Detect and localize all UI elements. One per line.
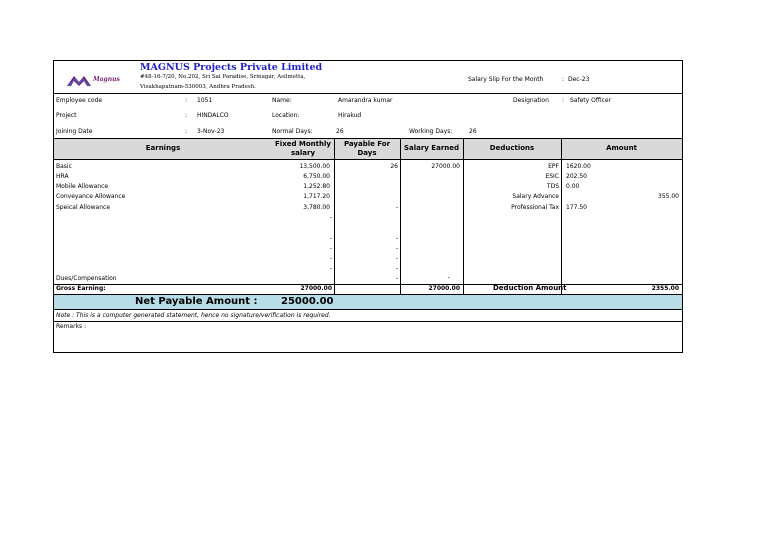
- normal-days-value: 26: [336, 128, 344, 135]
- earning-label: Basic: [56, 163, 72, 170]
- location-value: Hirakud: [338, 112, 362, 119]
- deduction-amount: 177.50: [566, 204, 587, 211]
- earning-fixed: 1,252.80: [303, 183, 330, 190]
- employee-code-label: Employee code: [56, 97, 103, 104]
- earning-label: Mobile Allowance: [56, 183, 109, 190]
- gross-fixed-total: 27000.00: [300, 285, 332, 292]
- earning-fixed: 1,717.20: [303, 193, 330, 200]
- deduction-amount: 1620.00: [566, 163, 591, 170]
- fixed-salary-header: [272, 138, 334, 159]
- table-header-bottom-line: [54, 159, 682, 160]
- earning-fixed: 3,780.00: [303, 204, 330, 211]
- empty-dash: -: [395, 275, 398, 282]
- employee-code-value: 1051: [197, 97, 213, 104]
- salary-slip-colon: :: [562, 76, 565, 83]
- net-payable-label: Net Payable Amount :: [135, 296, 258, 307]
- empty-dash: -: [395, 265, 398, 272]
- empty-dash: -: [447, 274, 450, 281]
- note-text: Note : This is a computer generated statement, hence no signature/verification is required.: [56, 312, 331, 319]
- company-address-line2: Visakhapatnam-530003, Andhra Pradesh.: [140, 84, 257, 90]
- location-label: Location:: [272, 112, 300, 119]
- earning-earned: 27000.00: [431, 163, 460, 170]
- salary-slip-label: Salary Slip For the Month: [468, 76, 544, 83]
- empty-dash: -: [329, 255, 332, 262]
- gross-earned-total: 27000.00: [428, 285, 460, 292]
- salary-earned-header: [400, 138, 463, 159]
- earning-days: -: [395, 204, 398, 211]
- joining-date-value: 3-Nov-23: [197, 128, 225, 135]
- empty-dash: -: [329, 245, 332, 252]
- company-address-line1: #48-16-7/20, No.202, Sri Sai Paradise, Srinagar, Asilmetta,: [140, 74, 306, 80]
- company-name: MAGNUS Projects Private Limited: [140, 62, 323, 73]
- project-value: HINDALCO: [197, 112, 229, 119]
- name-value: Amarandra kumar: [338, 97, 393, 104]
- col-line-1: [334, 138, 335, 294]
- empty-dash: -: [395, 235, 398, 242]
- earning-label: Speical Allowance: [56, 204, 111, 211]
- salary-slip: [53, 60, 683, 353]
- gross-top-line: [54, 284, 682, 285]
- earning-label: Conveyance Allowance: [56, 193, 126, 200]
- designation-colon: :: [562, 97, 565, 104]
- deductions-header: [463, 138, 561, 159]
- note-bottom-line: [54, 321, 682, 322]
- empty-dash: -: [395, 245, 398, 252]
- net-payable-amount: 25000.00: [281, 296, 334, 307]
- deduction-amount: 0.00: [566, 183, 580, 190]
- joining-date-colon: :: [185, 128, 188, 135]
- deduction-label: Salary Advance: [512, 193, 559, 200]
- earnings-header: [54, 138, 272, 159]
- fixed-salary-header-line1: Fixed Monthly: [275, 139, 331, 148]
- deduction-label: ESIC: [545, 173, 559, 180]
- deduction-amount-label: Deduction Amount: [493, 284, 567, 292]
- deductions-header-text: Deductions: [489, 144, 535, 152]
- normal-days-label: Normal Days:: [272, 128, 313, 135]
- earnings-header-text: Earnings: [145, 144, 181, 152]
- earning-label: HRA: [56, 173, 69, 180]
- dues-compensation-label: Dues/Compensation: [56, 275, 117, 282]
- project-colon: :: [185, 112, 188, 119]
- salary-slip-month: Dec-23: [568, 76, 590, 83]
- earning-fixed: 6,750.00: [303, 173, 330, 180]
- deduction-amount: 355.00: [658, 193, 679, 200]
- designation-label: Designation: [513, 97, 549, 104]
- project-label: Project: [56, 112, 77, 119]
- deduction-amount-total: 2355.00: [651, 285, 679, 292]
- deduction-label: Professional Tax: [511, 204, 559, 211]
- gross-earning-label: Gross Earning:: [56, 285, 106, 292]
- amount-header: [561, 138, 682, 159]
- deduction-label: EPF: [548, 163, 559, 170]
- payable-days-header: [334, 138, 400, 159]
- payable-days-header-text: Payable For Days: [343, 139, 391, 157]
- net-bottom-line: [54, 309, 682, 310]
- logo-text: Magnus: [93, 76, 120, 83]
- name-label: Name:: [272, 97, 292, 104]
- designation-value: Safety Officer: [570, 97, 612, 104]
- col-line-2: [400, 138, 401, 294]
- empty-dash: -: [395, 255, 398, 262]
- empty-dash: -: [329, 235, 332, 242]
- salary-earned-header-text: Salary Earned: [403, 144, 460, 152]
- empty-dash: -: [329, 265, 332, 272]
- joining-date-label: Joining Date: [56, 128, 93, 135]
- company-logo: [66, 71, 122, 87]
- earning-fixed: 13,500.00: [299, 163, 330, 170]
- logo-mark-icon: [66, 73, 92, 87]
- earning-days: 26: [390, 163, 398, 170]
- net-top-line: [54, 294, 682, 295]
- amount-header-text: Amount: [606, 144, 637, 152]
- header-divider: [54, 93, 682, 94]
- employee-code-colon: :: [185, 97, 188, 104]
- col-line-4: [561, 138, 562, 294]
- fixed-salary-header-line2: salary: [290, 148, 316, 157]
- col-line-3: [463, 138, 464, 294]
- remarks-label: Remarks :: [56, 323, 87, 330]
- empty-dash: -: [329, 214, 332, 221]
- working-days-value: 26: [469, 128, 477, 135]
- working-days-label: Working Days:: [409, 128, 453, 135]
- deduction-amount: 202.50: [566, 173, 587, 180]
- deduction-label: TDS: [546, 183, 559, 190]
